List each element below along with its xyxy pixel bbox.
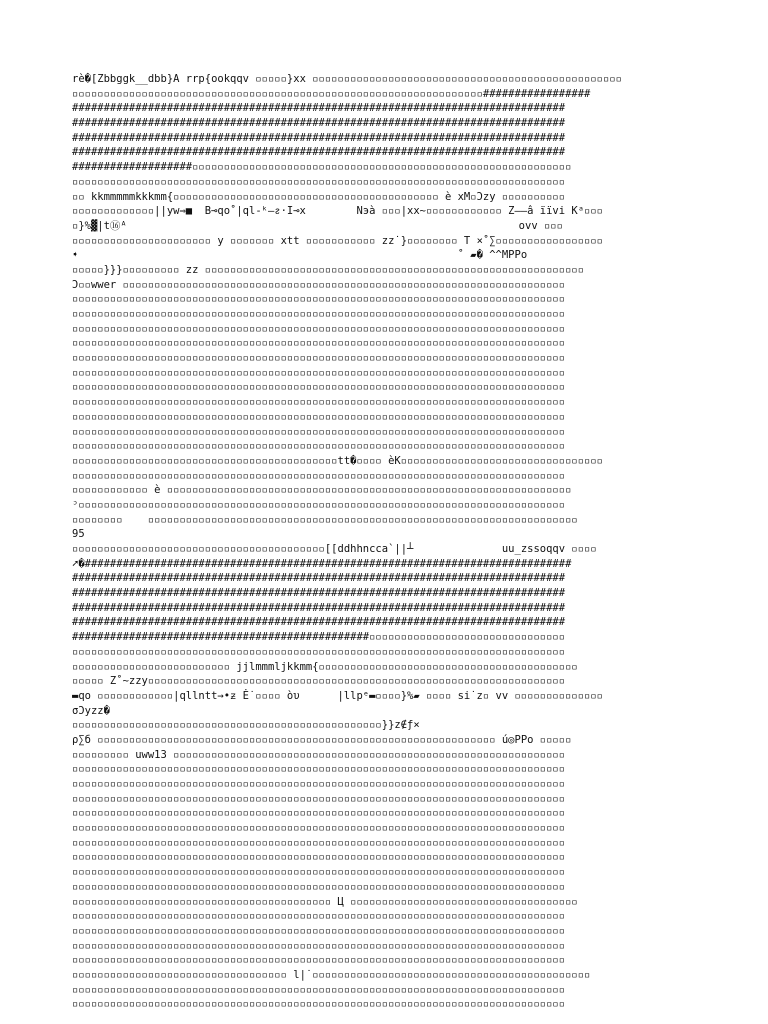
text-line: ▫▫▫▫▫▫▫▫▫▫▫▫▫▫▫▫▫▫▫▫▫▫▫▫▫▫▫▫▫▫▫▫▫▫▫▫▫▫▫▫▫▫▫▫▫▫▫▫▫▫▫▫▫▫▫▫▫▫▫▫▫▫▫▫▫▫▫▫▫▫▫▫▫▫▫▫▫▫ <box>72 308 566 320</box>
text-line: 95 <box>72 528 85 541</box>
text-line: ############################################################################## <box>72 616 566 629</box>
text-line: ▫▫▫▫▫▫▫▫▫▫▫▫▫▫▫▫▫▫▫▫▫▫▫▫▫▫▫▫▫▫▫▫▫▫▫▫▫▫▫▫[[ddhhncca`||┴ uu_zssoqqv ▫▫▫▫ <box>72 543 597 555</box>
text-line: ▫▫▫▫▫▫▫▫▫▫▫▫▫▫▫▫▫▫▫▫▫▫▫▫▫▫▫▫▫▫▫▫▫▫▫▫▫▫▫▫▫▫▫▫▫▫▫▫▫}}z∉ƒ× <box>72 719 420 732</box>
text-line: ############################################################################## <box>72 572 566 585</box>
text-line: ############################################################################## <box>72 601 566 614</box>
text-line: ρ∑б ▫▫▫▫▫▫▫▫▫▫▫▫▫▫▫▫▫▫▫▫▫▫▫▫▫▫▫▫▫▫▫▫▫▫▫▫▫▫▫▫▫▫▫▫▫▫▫▫▫▫▫▫▫▫▫▫▫▫▫▫▫▫▫ ú◎PPo ▫▫▫▫▫ <box>72 733 572 746</box>
text-line: ▫▫▫▫▫▫▫▫▫ uww13 ▫▫▫▫▫▫▫▫▫▫▫▫▫▫▫▫▫▫▫▫▫▫▫▫▫▫▫▫▫▫▫▫▫▫▫▫▫▫▫▫▫▫▫▫▫▫▫▫▫▫▫▫▫▫▫▫▫▫▫▫▫▫ <box>72 748 566 761</box>
text-line: rè�[Zbbggk__dbb}A rrp{ookqqv ▫▫▫▫▫}xx ▫▫▫▫▫▫▫▫▫▫▫▫▫▫▫▫▫▫▫▫▫▫▫▫▫▫▫▫▫▫▫▫▫▫▫▫▫▫▫▫▫▫▫▫▫▫▫▫▫ <box>72 73 622 85</box>
text-line: ▫▫▫▫▫▫▫▫▫▫▫▫▫▫▫▫▫▫▫▫▫▫▫▫▫▫▫▫▫▫▫▫▫▫▫▫▫▫▫▫▫▫▫▫▫▫▫▫▫▫▫▫▫▫▫▫▫▫▫▫▫▫▫▫▫▫▫▫▫▫▫▫▫▫▫▫▫▫ <box>72 778 566 790</box>
text-line: ▫▫▫▫▫▫▫▫▫▫▫▫▫▫▫▫▫▫▫▫▫▫▫▫▫▫▫▫▫▫▫▫▫▫▫▫▫▫▫▫▫▫▫▫▫▫▫▫▫▫▫▫▫▫▫▫▫▫▫▫▫▫▫▫▫▫▫▫▫▫▫▫▫▫▫▫▫▫ <box>72 924 566 937</box>
text-line: ᵓ▫▫▫▫▫▫▫▫▫▫▫▫▫▫▫▫▫▫▫▫▫▫▫▫▫▫▫▫▫▫▫▫▫▫▫▫▫▫▫▫▫▫▫▫▫▫▫▫▫▫▫▫▫▫▫▫▫▫▫▫▫▫▫▫▫▫▫▫▫▫▫▫▫▫▫▫▫ <box>72 498 566 511</box>
text-line: ############################################################################## <box>72 102 566 115</box>
text-line: ▫▫▫▫▫▫▫▫▫▫▫▫▫▫▫▫▫▫▫▫▫▫▫▫▫▫▫▫▫▫▫▫▫▫▫▫▫▫▫▫▫▫▫▫▫▫▫▫▫▫▫▫▫▫▫▫▫▫▫▫▫▫▫▫▫▫▫▫▫▫▫▫▫▫▫▫▫▫ <box>72 366 566 379</box>
text-line: ▫▫▫▫▫▫▫▫▫▫▫▫▫▫▫▫▫▫▫▫▫▫▫▫▫▫▫▫▫▫▫▫▫▫▫▫▫▫▫▫▫▫▫▫▫▫▫▫▫▫▫▫▫▫▫▫▫▫▫▫▫▫▫▫▫▫▫▫▫▫▫▫▫▫▫▫▫▫ <box>72 381 566 394</box>
text-line: ▫▫▫▫▫▫▫▫▫▫▫▫▫▫▫▫▫▫▫▫▫▫▫▫▫▫▫▫▫▫▫▫▫▫▫▫▫▫▫▫▫▫▫▫▫▫▫▫▫▫▫▫▫▫▫▫▫▫▫▫▫▫▫▫▫▫▫▫▫▫▫▫▫▫▫▫▫▫ <box>72 396 566 409</box>
text-line: ▫▫▫▫▫▫▫▫▫▫▫▫▫▫▫▫▫▫▫▫▫▫▫▫▫▫▫▫▫▫▫▫▫▫▫▫▫▫▫▫▫▫▫▫▫▫▫▫▫▫▫▫▫▫▫▫▫▫▫▫▫▫▫▫▫▫▫▫▫▫▫▫▫▫▫▫▫▫ <box>72 337 566 350</box>
text-line: ############################################################################## <box>72 117 566 130</box>
text-line: ###############################################▫▫▫▫▫▫▫▫▫▫▫▫▫▫▫▫▫▫▫▫▫▫▫▫▫▫▫▫▫▫▫ <box>72 631 566 644</box>
text-line: ###################▫▫▫▫▫▫▫▫▫▫▫▫▫▫▫▫▫▫▫▫▫▫▫▫▫▫▫▫▫▫▫▫▫▫▫▫▫▫▫▫▫▫▫▫▫▫▫▫▫▫▫▫▫▫▫▫▫▫▫▫ <box>72 161 572 174</box>
text-line: ▫▫▫▫▫▫▫▫▫▫▫▫ è ▫▫▫▫▫▫▫▫▫▫▫▫▫▫▫▫▫▫▫▫▫▫▫▫▫▫▫▫▫▫▫▫▫▫▫▫▫▫▫▫▫▫▫▫▫▫▫▫▫▫▫▫▫▫▫▫▫▫▫▫▫▫▫▫ <box>72 484 572 497</box>
text-line: ▫▫▫▫▫▫▫▫▫▫▫▫▫▫▫▫▫▫▫▫▫▫▫▫▫▫▫▫▫▫▫▫▫▫▫▫▫▫▫▫▫ Ц ▫▫▫▫▫▫▫▫▫▫▫▫▫▫▫▫▫▫▫▫▫▫▫▫▫▫▫▫▫▫▫▫▫▫▫▫ <box>72 895 578 908</box>
text-line: ▫▫▫▫▫▫▫▫▫▫▫▫▫▫▫▫▫▫▫▫▫▫▫▫▫▫▫▫▫▫▫▫▫▫▫▫▫▫▫▫▫▫▫▫▫▫▫▫▫▫▫▫▫▫▫▫▫▫▫▫▫▫▫▫▫▫▫▫▫▫▫▫▫▫▫▫▫▫ <box>72 807 566 820</box>
text-line: σϽyzz� <box>72 704 110 717</box>
text-line: ▫▫▫▫▫▫▫▫▫▫▫▫▫▫▫▫▫▫▫▫▫▫▫▫▫▫▫▫▫▫▫▫▫▫▫▫▫▫▫▫▫▫▫▫▫▫▫▫▫▫▫▫▫▫▫▫▫▫▫▫▫▫▫▫▫▫▫▫▫▫▫▫▫▫▫▫▫▫ <box>72 440 566 453</box>
text-line: ▫▫▫▫▫▫▫▫▫▫▫▫▫▫▫▫▫▫▫▫▫▫▫▫▫▫▫▫▫▫▫▫▫▫▫▫▫▫▫▫▫▫▫▫▫▫▫▫▫▫▫▫▫▫▫▫▫▫▫▫▫▫▫▫▫▫▫▫▫▫▫▫▫▫▫▫▫▫ <box>72 410 566 423</box>
text-line: ▫▫▫▫▫▫▫▫▫▫▫▫▫▫▫▫▫▫▫▫▫▫▫▫▫▫▫▫▫▫▫▫▫▫▫▫▫▫▫▫▫▫▫▫▫▫▫▫▫▫▫▫▫▫▫▫▫▫▫▫▫▫▫▫▫▫▫▫▫▫▫▫▫▫▫▫▫▫ <box>72 939 566 952</box>
text-line: ▫▫▫▫▫▫▫▫▫▫▫▫▫▫▫▫▫▫▫▫▫▫ y ▫▫▫▫▫▫▫ xtt ▫▫▫▫▫▫▫▫▫▫▫ zz˙}▫▫▫▫▫▫▫▫ T ×˚∑▫▫▫▫▫▫▫▫▫▫▫▫▫▫▫▫▫ <box>72 234 604 247</box>
text-line: ▫▫▫▫▫▫▫▫▫▫▫▫▫▫▫▫▫▫▫▫▫▫▫▫▫▫▫▫▫▫▫▫▫▫▫▫▫▫▫▫▫▫▫▫▫▫▫▫▫▫▫▫▫▫▫▫▫▫▫▫▫▫▫▫▫▫▫▫▫▫▫▫▫▫▫▫▫▫ <box>72 763 566 776</box>
text-line: ▫▫▫▫▫▫▫▫▫▫▫▫▫▫▫▫▫▫▫▫▫▫▫▫▫▫▫▫▫▫▫▫▫▫▫▫▫▫▫▫▫▫▫▫▫▫▫▫▫▫▫▫▫▫▫▫▫▫▫▫▫▫▫▫▫▫▫▫▫▫▫▫▫▫▫▫▫▫ <box>72 866 566 879</box>
text-line: ▫▫ kkmmmmmkkkmm{▫▫▫▫▫▫▫▫▫▫▫▫▫▫▫▫▫▫▫▫▫▫▫▫▫▫▫▫▫▫▫▫▫▫▫▫▫▫▫▫▫▫ è xM▫Ͻzy ▫▫▫▫▫▫▫▫▫▫ <box>72 190 566 203</box>
text-line: ▫▫▫▫▫▫▫▫▫▫▫▫▫||yw⇒■ B⊸qo˚|ql-ᵏ—ᴤ·I⊸x Nэà ▫▫▫|xx~▫▫▫▫▫▫▫▫▫▫▫▫ Z——â ïïvi Kᵃ▫▫▫ <box>72 205 603 218</box>
text-line: ▫▫▫▫▫▫▫▫ ▫▫▫▫▫▫▫▫▫▫▫▫▫▫▫▫▫▫▫▫▫▫▫▫▫▫▫▫▫▫▫▫▫▫▫▫▫▫▫▫▫▫▫▫▫▫▫▫▫▫▫▫▫▫▫▫▫▫▫▫▫▫▫▫▫▫▫▫ <box>72 513 578 526</box>
text-line: ➚�############################################################################# <box>72 557 572 570</box>
text-line: ▫▫▫▫▫▫▫▫▫▫▫▫▫▫▫▫▫▫▫▫▫▫▫▫▫▫▫▫▫▫▫▫▫▫▫▫▫▫▫▫▫▫▫▫▫▫▫▫▫▫▫▫▫▫▫▫▫▫▫▫▫▫▫▫▫▫▫▫▫▫▫▫▫▫▫▫▫▫ <box>72 910 566 923</box>
text-line: ▫▫▫▫▫▫▫▫▫▫▫▫▫▫▫▫▫▫▫▫▫▫▫▫▫▫▫▫▫▫▫▫▫▫▫▫▫▫▫▫▫▫▫▫▫▫▫▫▫▫▫▫▫▫▫▫▫▫▫▫▫▫▫▫▫▫▫▫▫▫▫▫▫▫▫▫▫▫ <box>72 293 566 306</box>
text-line: ▫▫▫▫▫▫▫▫▫▫▫▫▫▫▫▫▫▫▫▫▫▫▫▫▫▫▫▫▫▫▫▫▫▫▫▫▫▫▫▫▫▫▫▫▫▫▫▫▫▫▫▫▫▫▫▫▫▫▫▫▫▫▫▫▫▫▫▫▫▫▫▫▫▫▫▫▫▫ <box>72 822 566 835</box>
text-line: ▫▫▫▫▫▫▫▫▫▫▫▫▫▫▫▫▫▫▫▫▫▫▫▫▫▫▫▫▫▫▫▫▫▫▫▫▫▫▫▫▫▫▫▫▫▫▫▫▫▫▫▫▫▫▫▫▫▫▫▫▫▫▫▫▫################# <box>72 87 591 100</box>
text-line: ▫▫▫▫▫▫▫▫▫▫▫▫▫▫▫▫▫▫▫▫▫▫▫▫▫▫▫▫▫▫▫▫▫▫ l|˙▫▫▫▫▫▫▫▫▫▫▫▫▫▫▫▫▫▫▫▫▫▫▫▫▫▫▫▫▫▫▫▫▫▫▫▫▫▫▫▫▫▫▫▫ <box>72 968 591 981</box>
document-page <box>72 72 702 1011</box>
text-line: ▫▫▫▫▫▫▫▫▫▫▫▫▫▫▫▫▫▫▫▫▫▫▫▫▫▫▫▫▫▫▫▫▫▫▫▫▫▫▫▫▫▫▫▫▫▫▫▫▫▫▫▫▫▫▫▫▫▫▫▫▫▫▫▫▫▫▫▫▫▫▫▫▫▫▫▫▫▫ <box>72 792 566 805</box>
text-line: ➧ ˚ ▰� ^^MPPo <box>72 249 528 262</box>
text-line: ▫▫▫▫▫ Z˚~zzy▫▫▫▫▫▫▫▫▫▫▫▫▫▫▫▫▫▫▫▫▫▫▫▫▫▫▫▫▫▫▫▫▫▫▫▫▫▫▫▫▫▫▫▫▫▫▫▫▫▫▫▫▫▫▫▫▫▫▫▫▫▫▫▫▫▫ <box>72 675 566 688</box>
text-line: ▫▫▫▫▫▫▫▫▫▫▫▫▫▫▫▫▫▫▫▫▫▫▫▫▫▫▫▫▫▫▫▫▫▫▫▫▫▫▫▫▫▫▫▫▫▫▫▫▫▫▫▫▫▫▫▫▫▫▫▫▫▫▫▫▫▫▫▫▫▫▫▫▫▫▫▫▫▫ <box>72 469 566 482</box>
text-line: ▫▫▫▫▫▫▫▫▫▫▫▫▫▫▫▫▫▫▫▫▫▫▫▫▫▫▫▫▫▫▫▫▫▫▫▫▫▫▫▫▫▫▫▫▫▫▫▫▫▫▫▫▫▫▫▫▫▫▫▫▫▫▫▫▫▫▫▫▫▫▫▫▫▫▫▫▫▫ <box>72 645 566 658</box>
text-line: ▬qo ▫▫▫▫▫▫▫▫▫▫▫▫|qllntt→•ᵶ Ė˙▫▫▫▫ òυ |llpᵉ▬▫▫▫▫}%▰ ▫▫▫▫ si˙z▫ vv ▫▫▫▫▫▫▫▫▫▫▫▫▫▫ <box>72 689 603 702</box>
text-line: ▫▫▫▫▫▫▫▫▫▫▫▫▫▫▫▫▫▫▫▫▫▫▫▫▫▫▫▫▫▫▫▫▫▫▫▫▫▫▫▫▫▫▫▫▫▫▫▫▫▫▫▫▫▫▫▫▫▫▫▫▫▫▫▫▫▫▫▫▫▫▫▫▫▫▫▫▫▫ <box>72 836 566 849</box>
text-line: ############################################################################## <box>72 587 566 600</box>
text-line: ▫▫▫▫▫▫▫▫▫▫▫▫▫▫▫▫▫▫▫▫▫▫▫▫▫▫▫▫▫▫▫▫▫▫▫▫▫▫▫▫▫▫▫▫▫▫▫▫▫▫▫▫▫▫▫▫▫▫▫▫▫▫▫▫▫▫▫▫▫▫▫▫▫▫▫▫▫▫ <box>72 880 566 893</box>
text-line: ############################################################################## <box>72 146 566 159</box>
text-line: ▫▫▫▫▫▫▫▫▫▫▫▫▫▫▫▫▫▫▫▫▫▫▫▫▫▫▫▫▫▫▫▫▫▫▫▫▫▫▫▫▫▫▫▫▫▫▫▫▫▫▫▫▫▫▫▫▫▫▫▫▫▫▫▫▫▫▫▫▫▫▫▫▫▫▫▫▫▫ <box>72 425 566 438</box>
text-line: ▫▫▫▫▫▫▫▫▫▫▫▫▫▫▫▫▫▫▫▫▫▫▫▫▫▫▫▫▫▫▫▫▫▫▫▫▫▫▫▫▫▫▫▫▫▫▫▫▫▫▫▫▫▫▫▫▫▫▫▫▫▫▫▫▫▫▫▫▫▫▫▫▫▫▫▫▫▫ <box>72 322 566 335</box>
text-line: Ͻ▫▫wwer ▫▫▫▫▫▫▫▫▫▫▫▫▫▫▫▫▫▫▫▫▫▫▫▫▫▫▫▫▫▫▫▫▫▫▫▫▫▫▫▫▫▫▫▫▫▫▫▫▫▫▫▫▫▫▫▫▫▫▫▫▫▫▫▫▫▫▫▫▫▫ <box>72 278 566 291</box>
text-line: ▫▫▫▫▫▫▫▫▫▫▫▫▫▫▫▫▫▫▫▫▫▫▫▫▫▫▫▫▫▫▫▫▫▫▫▫▫▫▫▫▫▫tt�▫▫▫▫ èK▫▫▫▫▫▫▫▫▫▫▫▫▫▫▫▫▫▫▫▫▫▫▫▫▫▫▫▫▫▫▫▫ <box>72 454 604 467</box>
text-line: ▫▫▫▫▫▫▫▫▫▫▫▫▫▫▫▫▫▫▫▫▫▫▫▫▫▫▫▫▫▫▫▫▫▫▫▫▫▫▫▫▫▫▫▫▫▫▫▫▫▫▫▫▫▫▫▫▫▫▫▫▫▫▫▫▫▫▫▫▫▫▫▫▫▫▫▫▫▫ <box>72 954 566 967</box>
text-line: ▫▫▫▫▫▫▫▫▫▫▫▫▫▫▫▫▫▫▫▫▫▫▫▫▫▫▫▫▫▫▫▫▫▫▫▫▫▫▫▫▫▫▫▫▫▫▫▫▫▫▫▫▫▫▫▫▫▫▫▫▫▫▫▫▫▫▫▫▫▫▫▫▫▫▫▫▫▫ <box>72 983 566 996</box>
text-line: ▫}%▓|t⑯ᴬ ovv ▫▫▫ <box>72 219 563 232</box>
text-line: ▫▫▫▫▫▫▫▫▫▫▫▫▫▫▫▫▫▫▫▫▫▫▫▫▫▫▫▫▫▫▫▫▫▫▫▫▫▫▫▫▫▫▫▫▫▫▫▫▫▫▫▫▫▫▫▫▫▫▫▫▫▫▫▫▫▫▫▫▫▫▫▫▫▫▫▫▫▫ <box>72 851 566 864</box>
text-line: ▫▫▫▫▫▫▫▫▫▫▫▫▫▫▫▫▫▫▫▫▫▫▫▫▫▫▫▫▫▫▫▫▫▫▫▫▫▫▫▫▫▫▫▫▫▫▫▫▫▫▫▫▫▫▫▫▫▫▫▫▫▫▫▫▫▫▫▫▫▫▫▫▫▫▫▫▫▫ <box>72 352 566 365</box>
text-line: ############################################################################## <box>72 131 566 144</box>
text-line: ▫▫▫▫▫▫▫▫▫▫▫▫▫▫▫▫▫▫▫▫▫▫▫▫▫ jjlmmmljkkmm{▫▫▫▫▫▫▫▫▫▫▫▫▫▫▫▫▫▫▫▫▫▫▫▫▫▫▫▫▫▫▫▫▫▫▫▫▫▫▫▫▫ <box>72 660 578 673</box>
text-line: ▫▫▫▫▫▫▫▫▫▫▫▫▫▫▫▫▫▫▫▫▫▫▫▫▫▫▫▫▫▫▫▫▫▫▫▫▫▫▫▫▫▫▫▫▫▫▫▫▫▫▫▫▫▫▫▫▫▫▫▫▫▫▫▫▫▫▫▫▫▫▫▫▫▫▫▫▫▫ <box>72 998 566 1011</box>
text-line: ▫▫▫▫▫}}}▫▫▫▫▫▫▫▫▫ zz ▫▫▫▫▫▫▫▫▫▫▫▫▫▫▫▫▫▫▫▫▫▫▫▫▫▫▫▫▫▫▫▫▫▫▫▫▫▫▫▫▫▫▫▫▫▫▫▫▫▫▫▫▫▫▫▫▫▫▫▫ <box>72 263 585 276</box>
text-line: ▫▫▫▫▫▫▫▫▫▫▫▫▫▫▫▫▫▫▫▫▫▫▫▫▫▫▫▫▫▫▫▫▫▫▫▫▫▫▫▫▫▫▫▫▫▫▫▫▫▫▫▫▫▫▫▫▫▫▫▫▫▫▫▫▫▫▫▫▫▫▫▫▫▫▫▫▫▫ <box>72 175 566 188</box>
